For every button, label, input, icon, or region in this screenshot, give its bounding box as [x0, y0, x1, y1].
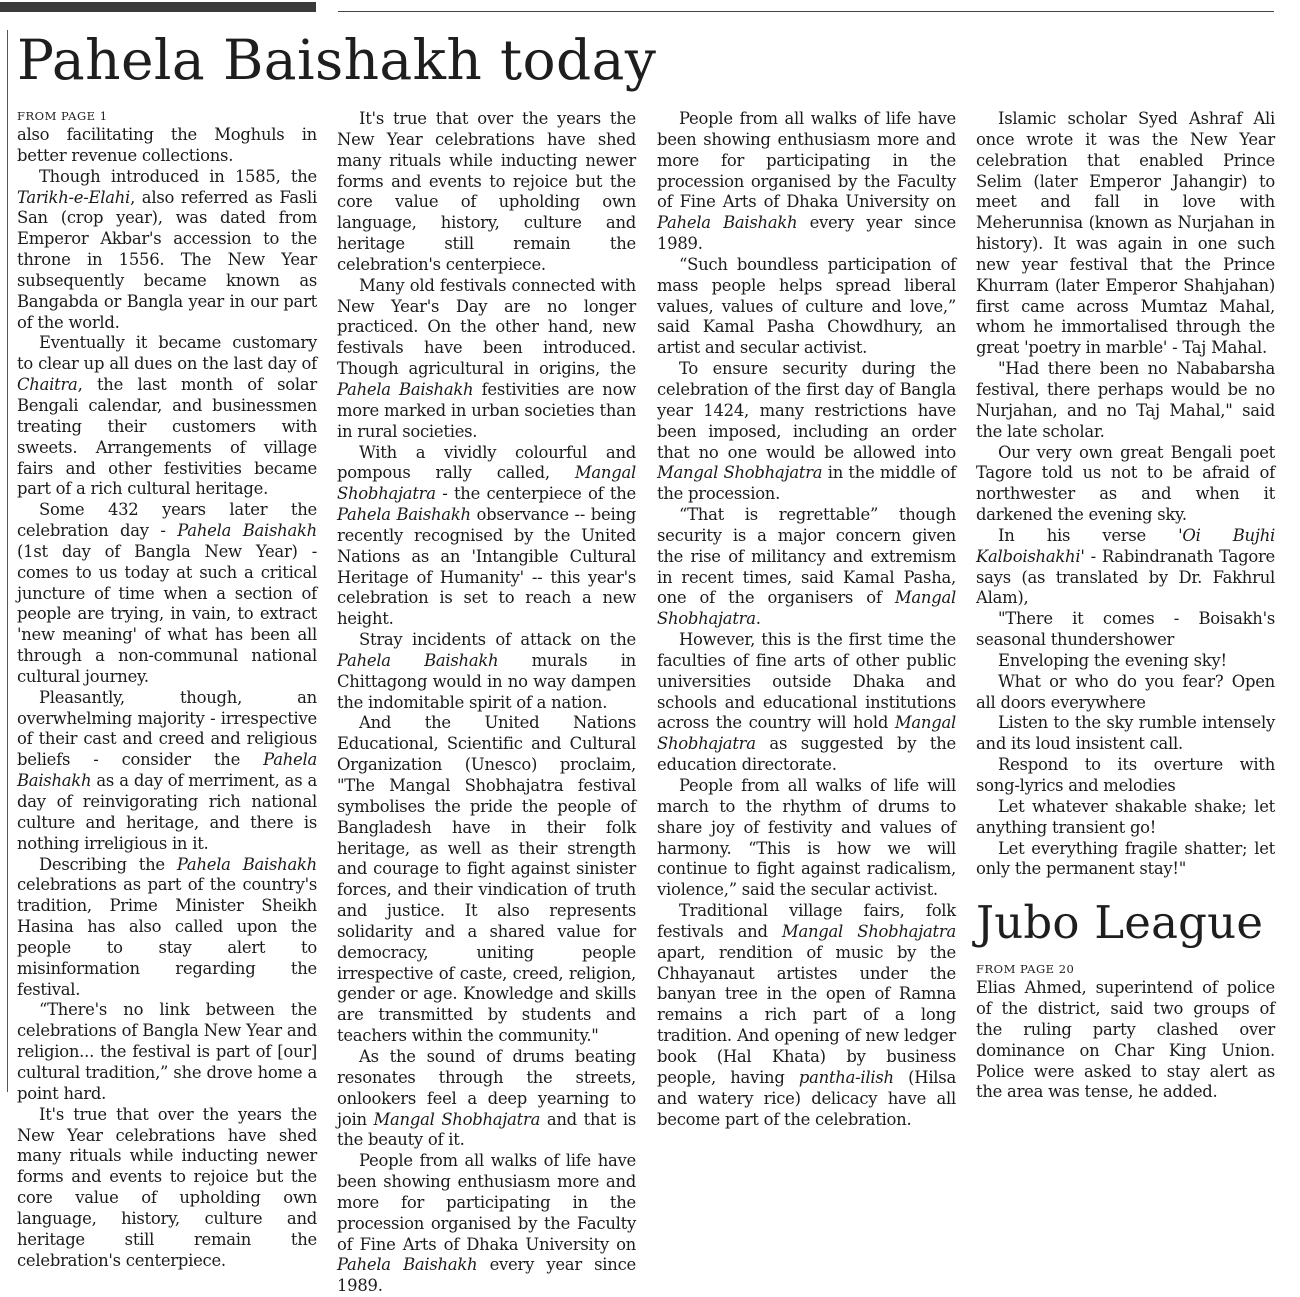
- italic-text: Mangal Shobhajatra: [657, 463, 823, 483]
- second-article-headline: Jubo League: [976, 896, 1264, 950]
- text-run: observance -- being recently recognised by the United Nations as an 'Intangible Cultural Heritage of Humanity' -- this year's celebration is set to reach a new height.: [337, 505, 636, 629]
- article-paragraph: [17, 688, 317, 855]
- article-paragraph: [976, 609, 1275, 651]
- text-run: “There's no link between the celebrations of Bangla New Year and religion... the festival is part of [our] cultural tradition,” she drove home a point hard.: [17, 1000, 317, 1103]
- text-run: also facilitating the Moghuls in better revenue collections.: [17, 125, 317, 165]
- article-column-3: [657, 109, 956, 1129]
- article-paragraph: [657, 776, 956, 901]
- article-paragraph: [657, 630, 956, 776]
- text-run: festivities are now more marked in urban societies than in rural societies.: [337, 379, 636, 441]
- article-paragraph: [17, 333, 317, 500]
- text-run: And the United Nations Educational, Scientific and Cultural Organization (Unesco) proclaim, "The Mangal Shobhajatra festival symbolises the pride the people of Bangladesh have in their folk heritage, as well as their strength and courage to fight against sinister forces, and their vindication of truth and justice. It also represents solidarity and a shared value for democracy, uniting people irrespective of caste, creed, religion, gender or age. Knowledge and skills are transmitted by students and teachers within the community.": [337, 713, 636, 1046]
- article-paragraph: [17, 125, 317, 167]
- text-run: as a day of merriment, as a day of reinvigorating rich national culture and heritage, and there is nothing irreligious in it.: [17, 771, 317, 853]
- article-paragraph: [337, 630, 636, 713]
- text-run: "Had there been no Nababarsha festival, there perhaps would be no Nurjahan, and no Taj Mahal," said the late scholar.: [976, 359, 1275, 441]
- article-column-2: [337, 109, 637, 1296]
- text-run: People from all walks of life have been showing enthusiasm more and more for participating in the procession organised by the Faculty of Fine Arts of Dhaka University on: [657, 109, 956, 212]
- text-run: Let whatever shakable shake; let anything transient go!: [976, 796, 1275, 837]
- italic-text: Pahela Baishakh: [17, 750, 317, 791]
- article-paragraph: [657, 505, 956, 630]
- article-paragraph: [17, 167, 317, 334]
- text-run: Enveloping the evening sky!: [998, 650, 1227, 670]
- article-paragraph: [976, 755, 1275, 797]
- italic-text: pantha-ilish: [798, 1067, 894, 1087]
- text-run: apart, rendition of music by the Chhayanaut artistes under the banyan tree in the open of Ramna remains a rich part of a long tradition. And opening of new ledger book (Hal Khata) by business people, having: [657, 942, 956, 1087]
- article-paragraph: [976, 651, 1275, 672]
- article-paragraph: [976, 359, 1275, 442]
- text-run: Some 432 years later the celebration day -: [17, 500, 317, 541]
- italic-text: Tarikh-e-Elahi: [17, 187, 131, 207]
- text-run: in the middle of the procession.: [657, 463, 956, 504]
- text-run: Listen to the sky rumble intensely and its loud insistent call.: [976, 713, 1275, 754]
- text-run: as suggested by the education directorate.: [657, 734, 956, 775]
- text-run: It's true that over the years the New Year celebrations have shed many rituals while inducting newer forms and events to rejoice but the core value of upholding own language, history, culture and heritage still remain the celebration's centerpiece.: [17, 1104, 317, 1270]
- text-run: Pleasantly, though, an overwhelming majority - irrespective of their cast and creed and religious beliefs - consider the: [17, 687, 317, 770]
- text-run: - the centerpiece of the: [435, 484, 636, 504]
- text-run: It's true that over the years the New Year celebrations have shed many rituals while inducting newer forms and events to rejoice but the core value of upholding own language, history, culture and heritage still remain the celebration's centerpiece.: [337, 109, 636, 274]
- text-run: - Rabindranath Tagore says (as translated by Dr. Fakhrul Alam),: [976, 546, 1275, 608]
- text-run: Eventually it became customary to clear up all dues on the last day of: [17, 333, 317, 374]
- article-paragraph: [337, 443, 636, 631]
- article-paragraph: [976, 109, 1275, 359]
- italic-text: Chaitra: [17, 375, 78, 395]
- paragraph-continuation: [337, 109, 636, 276]
- text-run: , the last month of solar Bengali calendar, and businessmen treating their customers with sweets. Arrangements of village fairs and other festivities became part of a rich cultural heritage.: [17, 375, 317, 499]
- article-paragraph: [17, 1105, 317, 1272]
- top-thick-rule: [0, 2, 316, 12]
- second-article-kicker: FROM PAGE 20: [976, 962, 1075, 977]
- article-paragraph: [337, 276, 636, 443]
- article-paragraph: [976, 526, 1275, 609]
- text-run: Describing the: [39, 854, 177, 874]
- italic-text: Pahela Baishakh: [337, 650, 499, 670]
- text-run: (1st day of Bangla New Year) - comes to us today at such a critical juncture of time when a section of people are trying, in vain, to extract 'new meaning' of what has been all through a non-communal national cultural journey.: [17, 541, 317, 686]
- article-paragraph: [337, 1047, 636, 1151]
- italic-text: Pahela Baishakh: [337, 1255, 478, 1275]
- text-run: Respond to its overture with song-lyrics and melodies: [976, 755, 1275, 795]
- text-run: People from all walks of life will march to the rhythm of drums to share joy of festivity and values of harmony. “This is how we will continue to fight against radicalism, violence,” said the secular activist.: [657, 776, 956, 900]
- left-column-rule: [7, 30, 8, 1092]
- paragraph-continuation: [657, 109, 956, 255]
- top-thin-rule: [338, 11, 1274, 12]
- article-paragraph: [17, 1000, 317, 1104]
- text-run: However, this is the first time the faculties of fine arts of other public universities outside Dhaka and schools and educational institutions across the country will hold: [657, 630, 956, 733]
- article-paragraph: [976, 672, 1275, 714]
- text-run: and that is the beauty of it.: [337, 1109, 637, 1150]
- text-run: every year since 1989.: [337, 1255, 636, 1296]
- text-run: celebrations as part of the country's tradition, Prime Minister Sheikh Hasina has also called upon the people to stay alert to misinformation regarding the festival.: [17, 875, 317, 999]
- article-paragraph: [657, 255, 956, 359]
- article-paragraph: [976, 978, 1275, 1103]
- article-paragraph: [976, 839, 1275, 881]
- italic-text: Pahela Baishakh: [176, 854, 317, 874]
- text-run: People from all walks of life have been showing enthusiasm more and more for participating in the procession organised by the Faculty of Fine Arts of Dhaka University on: [337, 1151, 636, 1254]
- text-run: , also referred as Fasli San (crop year), was dated from Emperor Akbar's accession to the throne in 1556. The New Year subsequently became known as Bangabda or Bangla year in our part of the world.: [17, 187, 317, 332]
- italic-text: Mangal Shobhajatra: [657, 713, 956, 754]
- article-paragraph: [337, 109, 636, 276]
- article-paragraph: [17, 500, 317, 688]
- article-headline: Pahela Baishakh today: [17, 28, 657, 92]
- italic-text: Pahela Baishakh: [657, 213, 798, 233]
- text-run: “That is regrettable” though security is a major concern given the rise of militancy and extremism in recent times, said Kamal Pasha, one of the organisers of: [657, 505, 956, 608]
- text-run: Islamic scholar Syed Ashraf Ali once wrote it was the New Year celebration that enabled Prince Selim (later Emperor Jahangir) to meet and fall in love with Meherunnisa (known as Nurjahan in history). It was again in one such new year festival that the Prince Khurram (later Emperor Shahjahan) first came across Mumtaz Mahal, whom he immortalised through the great 'poetry in marble' - Taj Mahal.: [976, 109, 1275, 358]
- text-run: every year since 1989.: [657, 213, 956, 254]
- text-run: .: [755, 609, 761, 629]
- italic-text: Mangal Shobhajatra: [657, 588, 956, 629]
- text-run: As the sound of drums beating resonates through the streets, onlookers feel a deep yearning to join: [337, 1046, 636, 1129]
- article-paragraph: [976, 713, 1275, 755]
- text-run: To ensure security during the celebration of the first day of Bangla year 1424, many restrictions have been imposed, including an order that no one would be allowed into: [657, 359, 956, 462]
- text-run: Many old festivals connected with New Year's Day are no longer practiced. On the other hand, new festivals have been introduced. Though agricultural in origins, the: [337, 275, 636, 379]
- italic-text: Pahela Baishakh: [337, 379, 474, 399]
- text-run: Stray incidents of attack on the: [359, 630, 636, 650]
- article-paragraph: [337, 1151, 636, 1297]
- text-run: murals in Chittagong would in no way dampen the indomitable spirit of a nation.: [337, 650, 636, 712]
- text-run: “Such boundless participation of mass people helps spread liberal values, values of culture and love,” said Kamal Pasha Chowdhury, an artist and secular activist.: [657, 254, 956, 358]
- text-run: What or who do you fear? Open all doors everywhere: [976, 671, 1275, 712]
- italic-text: Pahela Baishakh: [337, 505, 471, 525]
- text-run: Let everything fragile shatter; let only the permanent stay!": [976, 838, 1275, 879]
- article-paragraph: [976, 443, 1275, 526]
- text-run: Traditional village fairs, folk festivals and: [657, 901, 956, 941]
- italic-text: 'Oi Bujhi Kalboishakhi': [976, 525, 1275, 566]
- text-run: Elias Ahmed, superintend of police of the district, said two groups of the ruling party clashed over dominance on Char King Union. Police were asked to stay alert as the area was tense, he added.: [976, 978, 1275, 1102]
- italic-text: Mangal Shobhajatra: [781, 921, 956, 941]
- article-column-4: [976, 109, 1275, 1102]
- text-run: In his verse: [998, 525, 1179, 545]
- article-paragraph: [17, 855, 317, 1001]
- article-paragraph: [976, 797, 1275, 839]
- text-run: Our very own great Bengali poet Tagore told us not to be afraid of northwester as and when it darkened the evening sky.: [976, 442, 1275, 525]
- italic-text: Pahela Baishakh: [177, 521, 317, 541]
- text-run: With a vividly colourful and pompous rally called,: [337, 442, 636, 483]
- article-paragraph: [657, 109, 956, 255]
- article-column-1: [17, 109, 317, 1270]
- article-paragraph: [337, 713, 636, 1047]
- text-run: (Hilsa and watery rice) delicacy have all become part of the celebration.: [657, 1067, 956, 1129]
- text-run: "There it comes - Boisakh's seasonal thundershower: [976, 609, 1275, 650]
- article-kicker: FROM PAGE 1: [17, 109, 108, 123]
- italic-text: Mangal Shobhajatra: [373, 1109, 541, 1129]
- text-run: Though introduced in 1585, the: [39, 166, 317, 186]
- article-paragraph: [657, 901, 956, 1130]
- article-paragraph: [657, 359, 956, 505]
- italic-text: Mangal Shobhajatra: [337, 463, 636, 504]
